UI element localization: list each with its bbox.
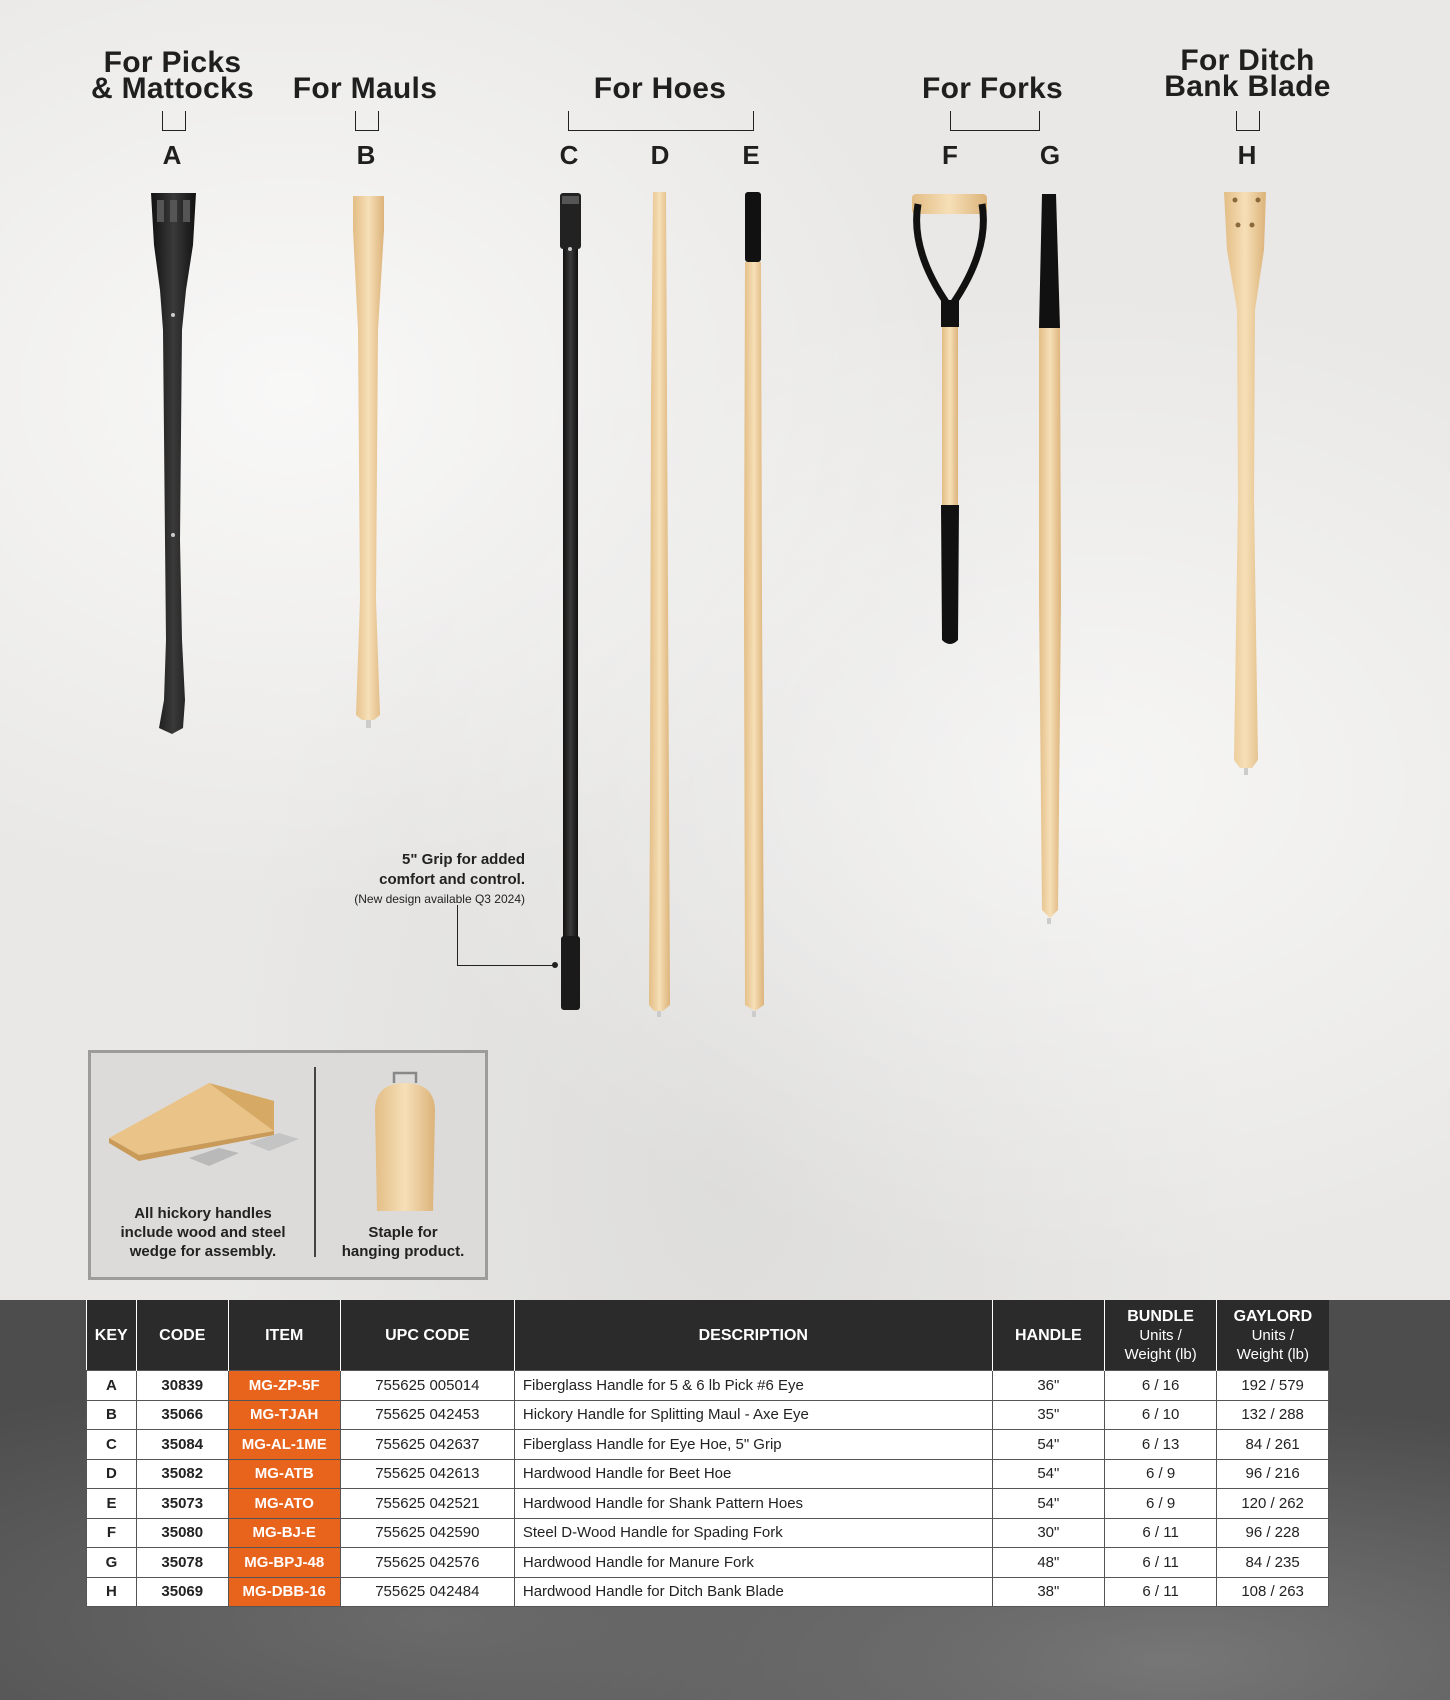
cell-description: Hardwood Handle for Beet Hoe xyxy=(514,1459,992,1489)
cell-item: MG-AL-1ME xyxy=(228,1430,340,1460)
cell-upc: 755625 042484 xyxy=(340,1577,514,1607)
assembly-inset xyxy=(88,1050,488,1280)
cell-code: 35078 xyxy=(136,1548,228,1578)
cell-key: F xyxy=(87,1518,137,1548)
handle-h-ditch-bank-blade xyxy=(1224,192,1266,775)
handle-g-manure-fork xyxy=(1039,194,1061,924)
cell-key: G xyxy=(87,1548,137,1578)
cell-bundle: 6 / 11 xyxy=(1104,1548,1216,1578)
cell-key: A xyxy=(87,1371,137,1401)
cell-description: Steel D-Wood Handle for Spading Fork xyxy=(514,1518,992,1548)
cell-item: MG-ATB xyxy=(228,1459,340,1489)
table-row xyxy=(87,1459,1329,1489)
cell-upc: 755625 042590 xyxy=(340,1518,514,1548)
cell-description: Hardwood Handle for Shank Pattern Hoes xyxy=(514,1489,992,1519)
key-letter-h: H xyxy=(1237,140,1257,170)
group-title-mauls: For Mauls xyxy=(292,72,438,105)
cell-description: Hardwood Handle for Manure Fork xyxy=(514,1548,992,1578)
cell-key: E xyxy=(87,1489,137,1519)
cell-bundle: 6 / 11 xyxy=(1104,1518,1216,1548)
table-row xyxy=(87,1548,1329,1578)
group-title-picks: For Picks & Mattocks xyxy=(90,46,255,105)
table-row xyxy=(87,1400,1329,1430)
col-key-header: KEY xyxy=(87,1300,137,1371)
cell-key: C xyxy=(87,1430,137,1460)
cell-upc: 755625 005014 xyxy=(340,1371,514,1401)
cell-gaylord: 96 / 216 xyxy=(1217,1459,1329,1489)
staple-handle-icon xyxy=(353,1071,463,1221)
cell-handle: 35" xyxy=(992,1400,1104,1430)
cell-description: Fiberglass Handle for 5 & 6 lb Pick #6 Eye xyxy=(514,1371,992,1401)
cell-key: D xyxy=(87,1459,137,1489)
cell-code: 30839 xyxy=(136,1371,228,1401)
cell-handle: 54" xyxy=(992,1459,1104,1489)
col-description-header: DESCRIPTION xyxy=(514,1300,992,1371)
cell-item: MG-DBB-16 xyxy=(228,1577,340,1607)
cell-gaylord: 84 / 261 xyxy=(1217,1430,1329,1460)
cell-code: 35082 xyxy=(136,1459,228,1489)
cell-handle: 30" xyxy=(992,1518,1104,1548)
key-letter-a: A xyxy=(162,140,182,170)
cell-key: H xyxy=(87,1577,137,1607)
cell-gaylord: 132 / 288 xyxy=(1217,1400,1329,1430)
cell-item: MG-BJ-E xyxy=(228,1518,340,1548)
group-title-ditch: For Ditch Bank Blade xyxy=(1164,44,1331,103)
group-title-forks: For Forks xyxy=(921,72,1064,105)
group-title-hoes: For Hoes xyxy=(593,72,727,105)
cell-code: 35066 xyxy=(136,1400,228,1430)
col-upc-header: UPC CODE xyxy=(340,1300,514,1371)
handle-b-hickory-maul xyxy=(353,196,384,728)
handle-e-hardwood-shank-hoe xyxy=(744,192,764,1017)
cell-code: 35069 xyxy=(136,1577,228,1607)
cell-gaylord: 192 / 579 xyxy=(1217,1371,1329,1401)
cell-description: Fiberglass Handle for Eye Hoe, 5" Grip xyxy=(514,1430,992,1460)
cell-upc: 755625 042613 xyxy=(340,1459,514,1489)
callout-dot xyxy=(552,962,558,968)
cell-code: 35073 xyxy=(136,1489,228,1519)
cell-bundle: 6 / 9 xyxy=(1104,1489,1216,1519)
cell-bundle: 6 / 11 xyxy=(1104,1577,1216,1607)
cell-bundle: 6 / 16 xyxy=(1104,1371,1216,1401)
handle-c-fiberglass-hoe xyxy=(560,193,581,1010)
table-row xyxy=(87,1518,1329,1548)
cell-description: Hardwood Handle for Ditch Bank Blade xyxy=(514,1577,992,1607)
cell-handle: 54" xyxy=(992,1430,1104,1460)
wedge-caption: All hickory handles include wood and steel wedge for assembly. xyxy=(120,1205,286,1260)
key-letter-g: G xyxy=(1039,140,1061,170)
col-item-header: ITEM xyxy=(228,1300,340,1371)
table-header-row xyxy=(87,1300,1329,1371)
cell-upc: 755625 042453 xyxy=(340,1400,514,1430)
cell-item: MG-ZP-5F xyxy=(228,1371,340,1401)
cell-bundle: 6 / 10 xyxy=(1104,1400,1216,1430)
cell-gaylord: 108 / 263 xyxy=(1217,1577,1329,1607)
cell-code: 35084 xyxy=(136,1430,228,1460)
cell-item: MG-TJAH xyxy=(228,1400,340,1430)
cell-description: Hickory Handle for Splitting Maul - Axe Eye xyxy=(514,1400,992,1430)
cell-handle: 36" xyxy=(992,1371,1104,1401)
cell-key: B xyxy=(87,1400,137,1430)
cell-gaylord: 84 / 235 xyxy=(1217,1548,1329,1578)
cell-upc: 755625 042521 xyxy=(340,1489,514,1519)
col-code-header: CODE xyxy=(136,1300,228,1371)
callout-leader-line xyxy=(457,905,556,966)
cell-bundle: 6 / 9 xyxy=(1104,1459,1216,1489)
key-letter-b: B xyxy=(356,140,376,170)
col-handle-header: HANDLE xyxy=(992,1300,1104,1371)
cell-upc: 755625 042576 xyxy=(340,1548,514,1578)
cell-handle: 48" xyxy=(992,1548,1104,1578)
table-row xyxy=(87,1371,1329,1401)
grip-callout: 5" Grip for added comfort and control. (New design available Q3 2024) xyxy=(354,851,525,906)
table-row xyxy=(87,1489,1329,1519)
staple-caption: Staple for hanging product. xyxy=(341,1224,465,1260)
key-letter-c: C xyxy=(559,140,579,170)
key-letter-e: E xyxy=(742,140,760,170)
col-gaylord-header: GAYLORD Units / Weight (lb) xyxy=(1217,1300,1329,1371)
inset-divider xyxy=(314,1067,316,1257)
cell-item: MG-ATO xyxy=(228,1489,340,1519)
col-bundle-header: BUNDLE Units / Weight (lb) xyxy=(1104,1300,1216,1371)
cell-bundle: 6 / 13 xyxy=(1104,1430,1216,1460)
handle-a-fiberglass-pick xyxy=(151,193,196,734)
cell-handle: 54" xyxy=(992,1489,1104,1519)
handle-f-d-grip-fork xyxy=(912,194,987,644)
cell-code: 35080 xyxy=(136,1518,228,1548)
cell-gaylord: 120 / 262 xyxy=(1217,1489,1329,1519)
table-row xyxy=(87,1430,1329,1460)
cell-gaylord: 96 / 228 xyxy=(1217,1518,1329,1548)
table-row xyxy=(87,1577,1329,1607)
wedge-icon xyxy=(99,1063,299,1183)
handle-d-hardwood-beet-hoe xyxy=(649,192,670,1017)
cell-item: MG-BPJ-48 xyxy=(228,1548,340,1578)
key-letter-d: D xyxy=(650,140,670,170)
cell-handle: 38" xyxy=(992,1577,1104,1607)
cell-upc: 755625 042637 xyxy=(340,1430,514,1460)
product-spec-table xyxy=(86,1300,1329,1607)
key-letter-f: F xyxy=(942,140,958,170)
